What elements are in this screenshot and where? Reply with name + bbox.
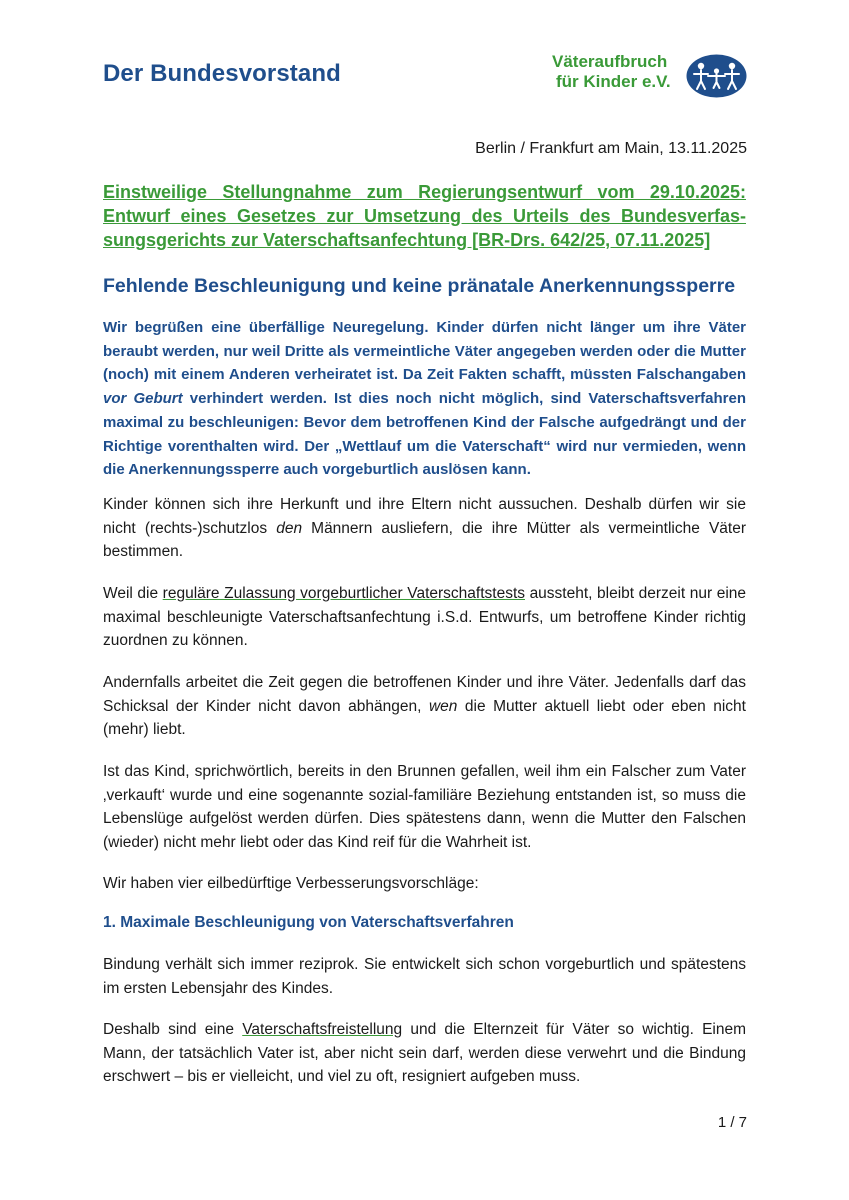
paragraph-5: Wir haben vier eilbedürftige Verbesserungsvorschläge: — [103, 875, 479, 892]
organization-title: Der Bundesvorstand — [103, 60, 341, 87]
paragraph-6: Bindung verhält sich immer reziprok. Sie entwickelt sich schon vorgeburtlich und spätestens im ersten Lebensjahr des Kindes. — [103, 956, 746, 997]
paragraph-4: Ist das Kind, sprichwörtlich, bereits in den Brunnen gefallen, weil ihm ein Falscher zum Vater ‚verkauft‘ wurde und eine sogenannte sozial-familiäre Beziehung entstanden ist, so muss die Lebenslüge aufgelöst werden dürfen. Dies spätestens dann, wenn die Mutter den Falschen (wieder) nicht mehr liebt oder das Kind reif für die Wahrheit ist. — [103, 763, 746, 852]
document-body — [103, 180, 747, 1086]
p1-text-2: Männern ausliefern, die ihre Mütter als vermeintliche Väter bestimmen. — [103, 519, 746, 561]
subject-line[interactable]: Einstweilige Stellungnahme zum Regierungsentwurf vom 29.10.2025: Entwurf eines Gesetzes zur Umsetzung des Urteils des Bundesverfassungsgerichts zur Vaterschaftsanfechtung [BR-Drs. 642/25, 07.11.2025] — [103, 182, 746, 250]
logo-text — [552, 52, 671, 92]
p3-text-2: die Mutter aktuell liebt oder eben nicht (mehr) liebt. — [103, 697, 746, 739]
family-figures-icon — [686, 54, 747, 98]
paragraph-2 — [103, 582, 746, 653]
paragraph-3 — [103, 671, 746, 742]
organization-logo — [552, 52, 747, 100]
paragraph-1 — [103, 493, 746, 564]
p1-italic: den — [276, 519, 303, 537]
prenatal-test-link[interactable]: reguläre Zulassung vorgeburtlicher Vaterschaftstests — [162, 585, 525, 602]
p7-text-1: Deshalb sind eine — [103, 1021, 243, 1038]
paternity-leave-link[interactable]: Vaterschaftsfreistellung — [242, 1021, 403, 1038]
p3-italic: wen — [428, 697, 458, 715]
lead-text-1: Wir begrüßen eine überfällige Neuregelung. Kinder dürfen nicht länger um ihre Väter beraubt werden, nur weil Dritte als vermeintliche Väter angegeben werden oder die Mutter (noch) mit einem Anderen verheiratet ist. Da Zeit Fakten schafft, müssten Falschangaben — [103, 319, 746, 384]
p7-text-2: und die Elternzeit für Väter so wichtig. Einem Mann, der tatsächlich Vater ist, aber nicht sein darf, werden diese verwehrt und die Bindung erschwert – bis er vielleicht, und viel zu oft, resigniert aufgeben muss. — [103, 1021, 747, 1086]
logo-line-1: Väteraufbruch — [552, 52, 668, 71]
p3-text-1: Andernfalls arbeitet die Zeit gegen die betroffenen Kinder und ihre Väter. Jedenfalls darf das Schicksal der Kinder nicht davon abhängen, — [103, 674, 746, 715]
paragraph-7 — [103, 1018, 746, 1089]
section-heading-1: 1. Maximale Beschleunigung von Vaterschaftsverfahren — [103, 914, 514, 931]
p2-text-2: aussteht, bleibt derzeit nur eine maximal beschleunigte Vaterschaftsanfechtung i.S.d. Entwurfs, um betroffene Kinder richtig zuordnen zu können. — [103, 585, 746, 650]
lead-text-2: verhindert werden. Ist dies noch nicht möglich, sind Vaterschaftsverfahren maximal zu beschleunigen: Bevor dem betroffenen Kind der Falsche aufgedrängt und der Richtige vorenthalten wird. Der „Wettlauf um die Vaterschaft“ wird nur vermieden, wenn die Anerkennungssperre auch vorgeburtlich auslösen kann. — [103, 390, 746, 479]
lead-italic: vor Geburt — [103, 390, 183, 408]
page-number: 1 / 7 — [717, 1114, 747, 1131]
main-heading: Fehlende Beschleunigung und keine pränatale Anerkennungssperre — [103, 275, 736, 297]
p2-text-1: Weil die — [103, 585, 163, 602]
lead-paragraph — [103, 316, 746, 482]
p1-text-1: Kinder können sich ihre Herkunft und ihre Eltern nicht aussuchen. Deshalb dürfen wir sie nicht (rechts-)schutzlos — [103, 496, 746, 537]
document-date: Berlin / Frankfurt am Main, 13.11.2025 — [475, 140, 747, 157]
logo-line-2: für Kinder e.V. — [556, 72, 671, 91]
